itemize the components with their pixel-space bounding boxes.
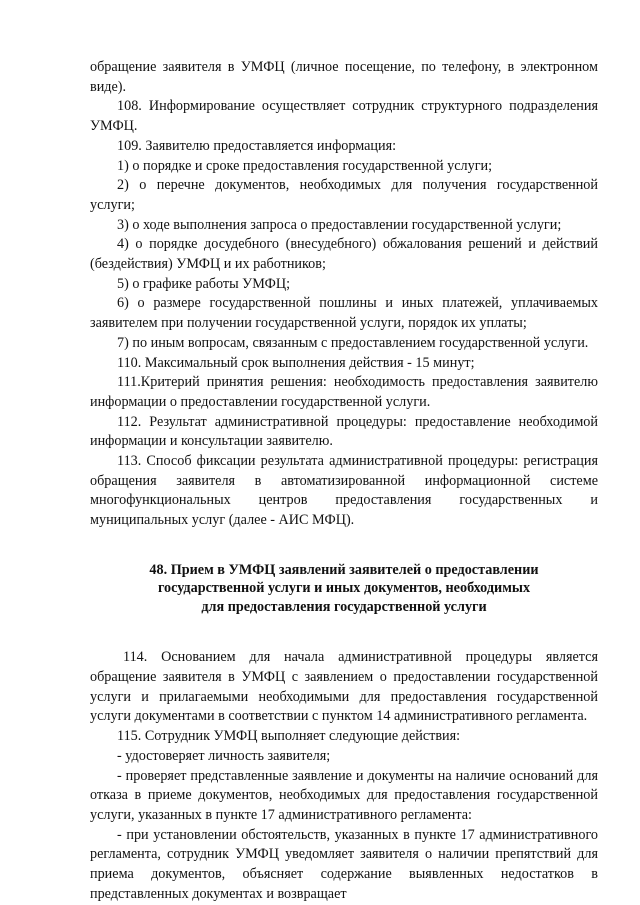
paragraph-110: 110. Максимальный срок выполнения действия - 15 минут; xyxy=(117,354,475,371)
paragraph-113: 113. Способ фиксации результата административной процедуры: регистрация обращения заявителя в автоматизированной информационной системе многофункциональных центров предоставления государственных и муниципальных услуг (далее - АИС МФЦ). xyxy=(90,453,598,529)
action-item-3: - при установлении обстоятельств, указанных в пункте 17 административного регламента, сотрудник УМФЦ уведомляет заявителя о наличии препятствий для приема документов, объясняет содержание выявленных недостатков в представленных документах и возвращает xyxy=(90,826,598,902)
paragraph-continuation: обращение заявителя в УМФЦ (личное посещение, по телефону, в электронном виде). xyxy=(90,59,598,95)
spacer xyxy=(90,616,598,648)
section-heading-48 xyxy=(90,561,598,617)
paragraph-108: 108. Информирование осуществляет сотрудник структурного подразделения УМФЦ. xyxy=(90,98,598,135)
list-item-6: 6) о размере государственной пошлины и иных платежей, уплачиваемых заявителем при получении государственной услуги, порядок их уплаты; xyxy=(90,295,598,332)
paragraph-111: 111.Критерий принятия решения: необходимость предоставления заявителю информации о предоставлении государственной услуги. xyxy=(90,374,598,410)
section-heading-line-3: для предоставления государственной услуги xyxy=(201,598,487,615)
action-item-2: - проверяет представленные заявление и документы на наличие оснований для отказа в приеме документов, необходимых для предоставления государственной услуги, указанных в пункте 17 административного регламента: xyxy=(90,767,598,823)
paragraph-115: 115. Сотрудник УМФЦ выполняет следующие действия: xyxy=(117,728,461,745)
list-item-1: 1) о порядке и сроке предоставления государственной услуги; xyxy=(117,157,493,174)
list-item-5: 5) о графике работы УМФЦ; xyxy=(117,275,291,292)
paragraph-114: 114. Основанием для начала административной процедуры является обращение заявителя в УМФЦ с заявлением о предоставлении государственной услуги и прилагаемыми необходимыми для предоставления государственной услуги документами в соответствии с пунктом 14 административного регламента. xyxy=(90,649,598,725)
section-heading-line-2: государственной услуги и иных документов, необходимых xyxy=(157,580,531,597)
list-item-4: 4) о порядке досудебного (внесудебного) обжалования решений и действий (бездействия) УМФЦ и их работников; xyxy=(90,236,598,273)
list-item-2: 2) о перечне документов, необходимых для получения государственной услуги; xyxy=(90,177,598,213)
paragraph-112: 112. Результат административной процедуры: предоставление необходимой информации и консультации заявителю. xyxy=(90,413,598,450)
paragraph-109: 109. Заявителю предоставляется информация: xyxy=(117,137,397,154)
list-item-3: 3) о ходе выполнения запроса о предоставлении государственной услуги; xyxy=(117,216,562,233)
section-heading-line-1: 48. Прием в УМФЦ заявлений заявителей о предоставлении xyxy=(149,561,539,578)
list-item-7: 7) по иным вопросам, связанным с предоставлением государственной услуги. xyxy=(117,334,589,351)
action-item-1: - удостоверяет личность заявителя; xyxy=(117,747,331,764)
